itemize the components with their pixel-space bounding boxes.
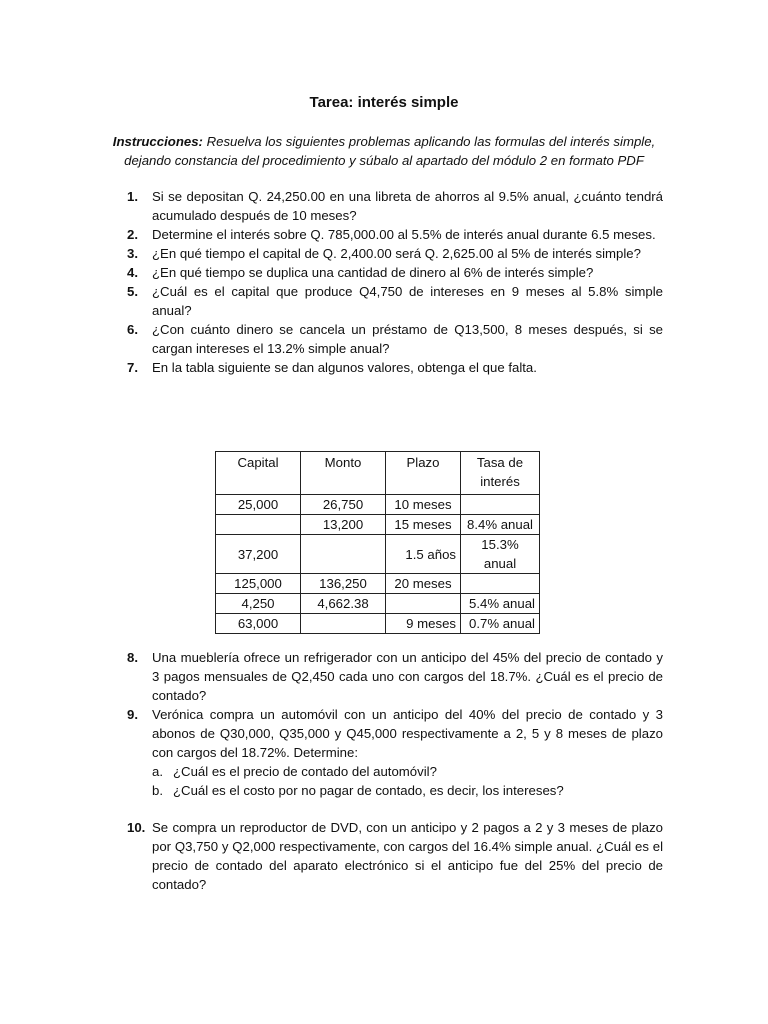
table-row [216, 495, 540, 515]
instructions-label: Instrucciones: [112, 134, 203, 149]
sub-item [152, 781, 663, 800]
question-number: 5. [127, 284, 138, 299]
question-text: En la tabla siguiente se dan algunos valores, obtenga el que falta. [152, 360, 537, 375]
question-item [127, 818, 663, 894]
sub-item-label: a. [152, 764, 163, 779]
table-cell [461, 574, 540, 594]
question-number: 3. [127, 246, 138, 261]
table-cell: 136,250 [301, 574, 386, 594]
table-cell [216, 515, 301, 535]
question-text: Se compra un reproductor de DVD, con un anticipo y 2 pagos a 2 y 3 meses de plazo por Q3,750 y Q2,000 respectivamente, con cargos del 16.4% simple anual. ¿Cuál es el precio de contado del aparato electrónico si el anticipo fue del 25% del precio de contado? [152, 820, 663, 892]
table-header: Capital [216, 452, 301, 495]
question-item [127, 263, 663, 282]
question-number: 10. [127, 820, 146, 835]
table-cell: 13,200 [301, 515, 386, 535]
question-list-1 [127, 187, 663, 377]
table-cell: 125,000 [216, 574, 301, 594]
table-row [216, 614, 540, 634]
question-number: 9. [127, 707, 138, 722]
question-list-3 [127, 818, 663, 894]
table-cell: 4,662.38 [301, 594, 386, 614]
question-text: Una mueblería ofrece un refrigerador con un anticipo del 45% del precio de contado y 3 pagos mensuales de Q2,450 cada uno con cargos del 18.7%. ¿Cuál es el precio de contado? [152, 650, 663, 703]
table-cell [461, 495, 540, 515]
question-text: ¿En qué tiempo el capital de Q. 2,400.00 será Q. 2,625.00 al 5% de interés simple? [152, 246, 641, 261]
question-item [127, 705, 663, 762]
sub-item-text: ¿Cuál es el costo por no pagar de contado, es decir, los intereses? [173, 783, 564, 798]
sub-item [152, 762, 663, 781]
table-cell: 0.7% anual [461, 614, 540, 634]
instructions [100, 132, 668, 170]
values-table [215, 451, 540, 634]
question-item [127, 648, 663, 705]
question-text: ¿En qué tiempo se duplica una cantidad de dinero al 6% de interés simple? [152, 265, 594, 280]
question-item [127, 358, 663, 377]
question-item [127, 225, 663, 244]
table-cell: 15 meses [386, 515, 461, 535]
question-number: 6. [127, 322, 138, 337]
table-cell: 5.4% anual [461, 594, 540, 614]
table-cell: 20 meses [386, 574, 461, 594]
question-list-2 [127, 648, 663, 800]
question-text: Determine el interés sobre Q. 785,000.00 al 5.5% de interés anual durante 6.5 meses. [152, 227, 656, 242]
table-cell: 15.3% anual [461, 535, 540, 574]
instructions-text: Resuelva los siguientes problemas aplicando las formulas del interés simple, dejando constancia del procedimiento y súbalo al apartado del módulo 2 en formato PDF [124, 134, 656, 168]
question-text: ¿Cuál es el capital que produce Q4,750 de intereses en 9 meses al 5.8% simple anual? [152, 284, 663, 318]
table-header: Plazo [386, 452, 461, 495]
question-text: Verónica compra un automóvil con un anticipo del 40% del precio de contado y 3 abonos de Q30,000, Q35,000 y Q45,000 respectivamente a 2, 5 y 8 meses de plazo con cargos del 18.72%. Determine: [152, 707, 663, 760]
table-row [216, 594, 540, 614]
page-title: Tarea: interés simple [309, 94, 459, 111]
question-text: Si se depositan Q. 24,250.00 en una libreta de ahorros al 9.5% anual, ¿cuánto tendrá acumulado después de 10 meses? [152, 189, 663, 223]
table-header: Tasa de interés [461, 452, 540, 495]
table-row [216, 574, 540, 594]
table-cell: 26,750 [301, 495, 386, 515]
sub-item-label: b. [152, 783, 163, 798]
question-number: 2. [127, 227, 138, 242]
table-cell [301, 614, 386, 634]
table-header: Monto [301, 452, 386, 495]
question-item [127, 320, 663, 358]
question-item [127, 187, 663, 225]
table-cell [386, 594, 461, 614]
table-cell: 4,250 [216, 594, 301, 614]
table-cell: 25,000 [216, 495, 301, 515]
question-number: 1. [127, 189, 138, 204]
table-cell: 9 meses [386, 614, 461, 634]
table-cell [301, 535, 386, 574]
table-row [216, 535, 540, 574]
table-cell: 37,200 [216, 535, 301, 574]
table-cell: 1.5 años [386, 535, 461, 574]
question-item [127, 244, 663, 263]
sub-item-text: ¿Cuál es el precio de contado del automóvil? [173, 764, 437, 779]
question-item [127, 282, 663, 320]
table-cell: 63,000 [216, 614, 301, 634]
table-cell: 8.4% anual [461, 515, 540, 535]
table-header-row [216, 452, 540, 495]
table-cell: 10 meses [386, 495, 461, 515]
question-number: 8. [127, 650, 138, 665]
question-number: 7. [127, 360, 138, 375]
question-text: ¿Con cuánto dinero se cancela un préstamo de Q13,500, 8 meses después, si se cargan intereses el 13.2% simple anual? [152, 322, 663, 356]
table-row [216, 515, 540, 535]
question-number: 4. [127, 265, 138, 280]
